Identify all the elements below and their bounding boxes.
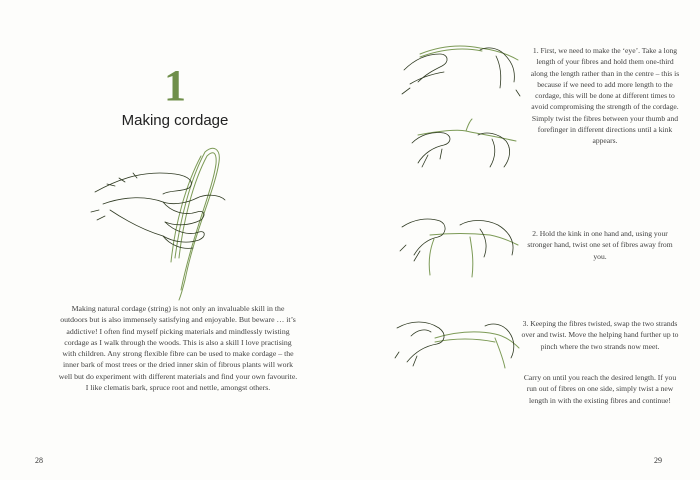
step-4-text: Carry on until you reach the desired length. If you run out of fibres on one side, simply twist a new length in with the existing fibres and continue!: [523, 373, 677, 405]
page-number-right: 29: [654, 456, 662, 465]
step-2-text: 2. Hold the kink in one hand and, using your stronger hand, twist one set of fibres away from you.: [527, 229, 673, 261]
step-2-illustration: [400, 205, 525, 280]
step-1-illustration-eye: [400, 40, 525, 100]
cordage-hand-illustration: [85, 140, 285, 300]
step-1-text: 1. First, we need to make the ‘eye’. Take a long length of your fibres and hold them one-third along the length rather than in the centre – this is because if we need to add more length to the cordage, this will be done at different times to avoid compromising the strength of the cordage. Simply twist the fibres between your thumb and forefinger in different directions until a kink appears.: [530, 46, 680, 146]
step-3-illustration: [395, 308, 525, 373]
chapter-title: Making cordage: [121, 112, 229, 129]
page-number-left: 28: [35, 456, 43, 465]
intro-paragraph: Making natural cordage (string) is not only an invaluable skill in the outdoors but is also immensely satisfying and enjoyable. But beware … it’s addictive! I often find myself picking materials and mindlessly twisting cordage as I walk through the woods. This is also a skill I love practising with children. Any strong flexible fibre can be used to make cordage – the inner bark of most trees or the dried inner skin of fibrous plants will work well but do experiment with different materials and find your own favourite. I like clematis bark, spruce root and nettle, amongst others.: [58, 304, 298, 393]
step-1-illustration-kink: [408, 115, 523, 175]
chapter-number: 1: [164, 61, 186, 110]
step-3-text: 3. Keeping the fibres twisted, swap the two strands over and twist. Move the helping hand further up to pinch where the two strands now meet.: [521, 319, 679, 351]
